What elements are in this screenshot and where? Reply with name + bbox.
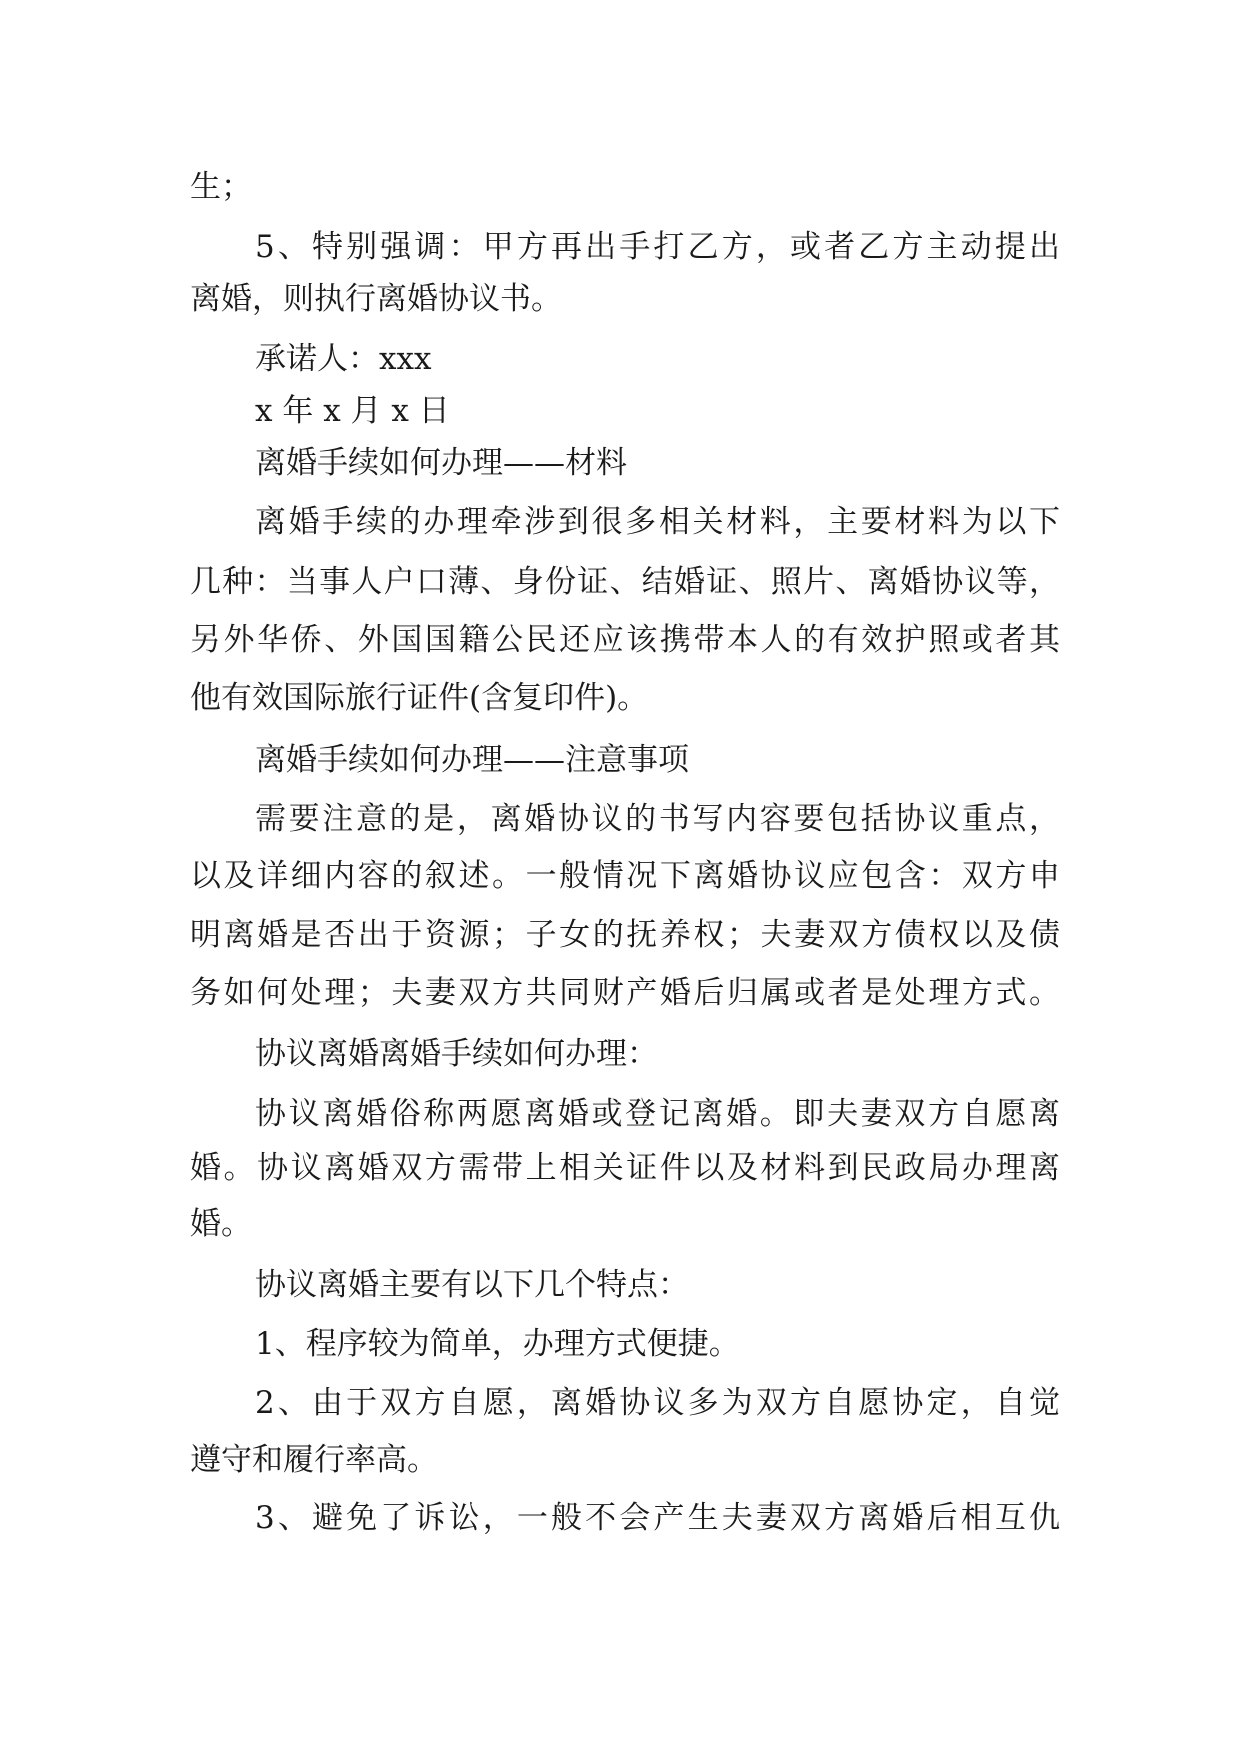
- text-line: 承诺人：xxx: [255, 341, 432, 377]
- text-line: 需要注意的是，离婚协议的书写内容要包括协议重点，: [255, 801, 1060, 837]
- text-line: 协议离婚俗称两愿离婚或登记离婚。即夫妻双方自愿离: [255, 1096, 1060, 1132]
- text-line: 协议离婚离婚手续如何办理：: [255, 1036, 658, 1072]
- text-line: 婚。协议离婚双方需带上相关证件以及材料到民政局办理离: [190, 1150, 1060, 1186]
- text-line: 5、特别强调：甲方再出手打乙方，或者乙方主动提出: [255, 229, 1060, 265]
- text-line: 离婚手续如何办理——材料: [255, 445, 627, 481]
- text-line: 离婚，则执行离婚协议书。: [190, 281, 562, 317]
- text-line: 1、程序较为简单，办理方式便捷。: [255, 1326, 740, 1362]
- text-line: 生；: [190, 169, 252, 205]
- text-line: 协议离婚主要有以下几个特点：: [255, 1267, 689, 1303]
- text-line: 婚。: [190, 1206, 252, 1242]
- text-line: 3、避免了诉讼，一般不会产生夫妻双方离婚后相互仇: [255, 1500, 1060, 1536]
- text-line: 几种：当事人户口薄、身份证、结婚证、照片、离婚协议等，: [190, 564, 1060, 600]
- text-line: 遵守和履行率高。: [190, 1442, 438, 1478]
- text-line: 另外华侨、外国国籍公民还应该携带本人的有效护照或者其: [190, 622, 1060, 658]
- text-line: 以及详细内容的叙述。一般情况下离婚协议应包含：双方申: [190, 858, 1060, 894]
- text-line: 明离婚是否出于资源；子女的抚养权；夫妻双方债权以及债: [190, 917, 1060, 953]
- text-line: 离婚手续的办理牵涉到很多相关材料，主要材料为以下: [255, 504, 1060, 540]
- text-line: x 年 x 月 x 日: [255, 393, 450, 429]
- text-line: 离婚手续如何办理——注意事项: [255, 742, 689, 778]
- text-line: 2、由于双方自愿，离婚协议多为双方自愿协定，自觉: [255, 1385, 1060, 1421]
- text-line: 他有效国际旅行证件(含复印件)。: [190, 680, 649, 716]
- text-line: 务如何处理；夫妻双方共同财产婚后归属或者是处理方式。: [190, 975, 1060, 1011]
